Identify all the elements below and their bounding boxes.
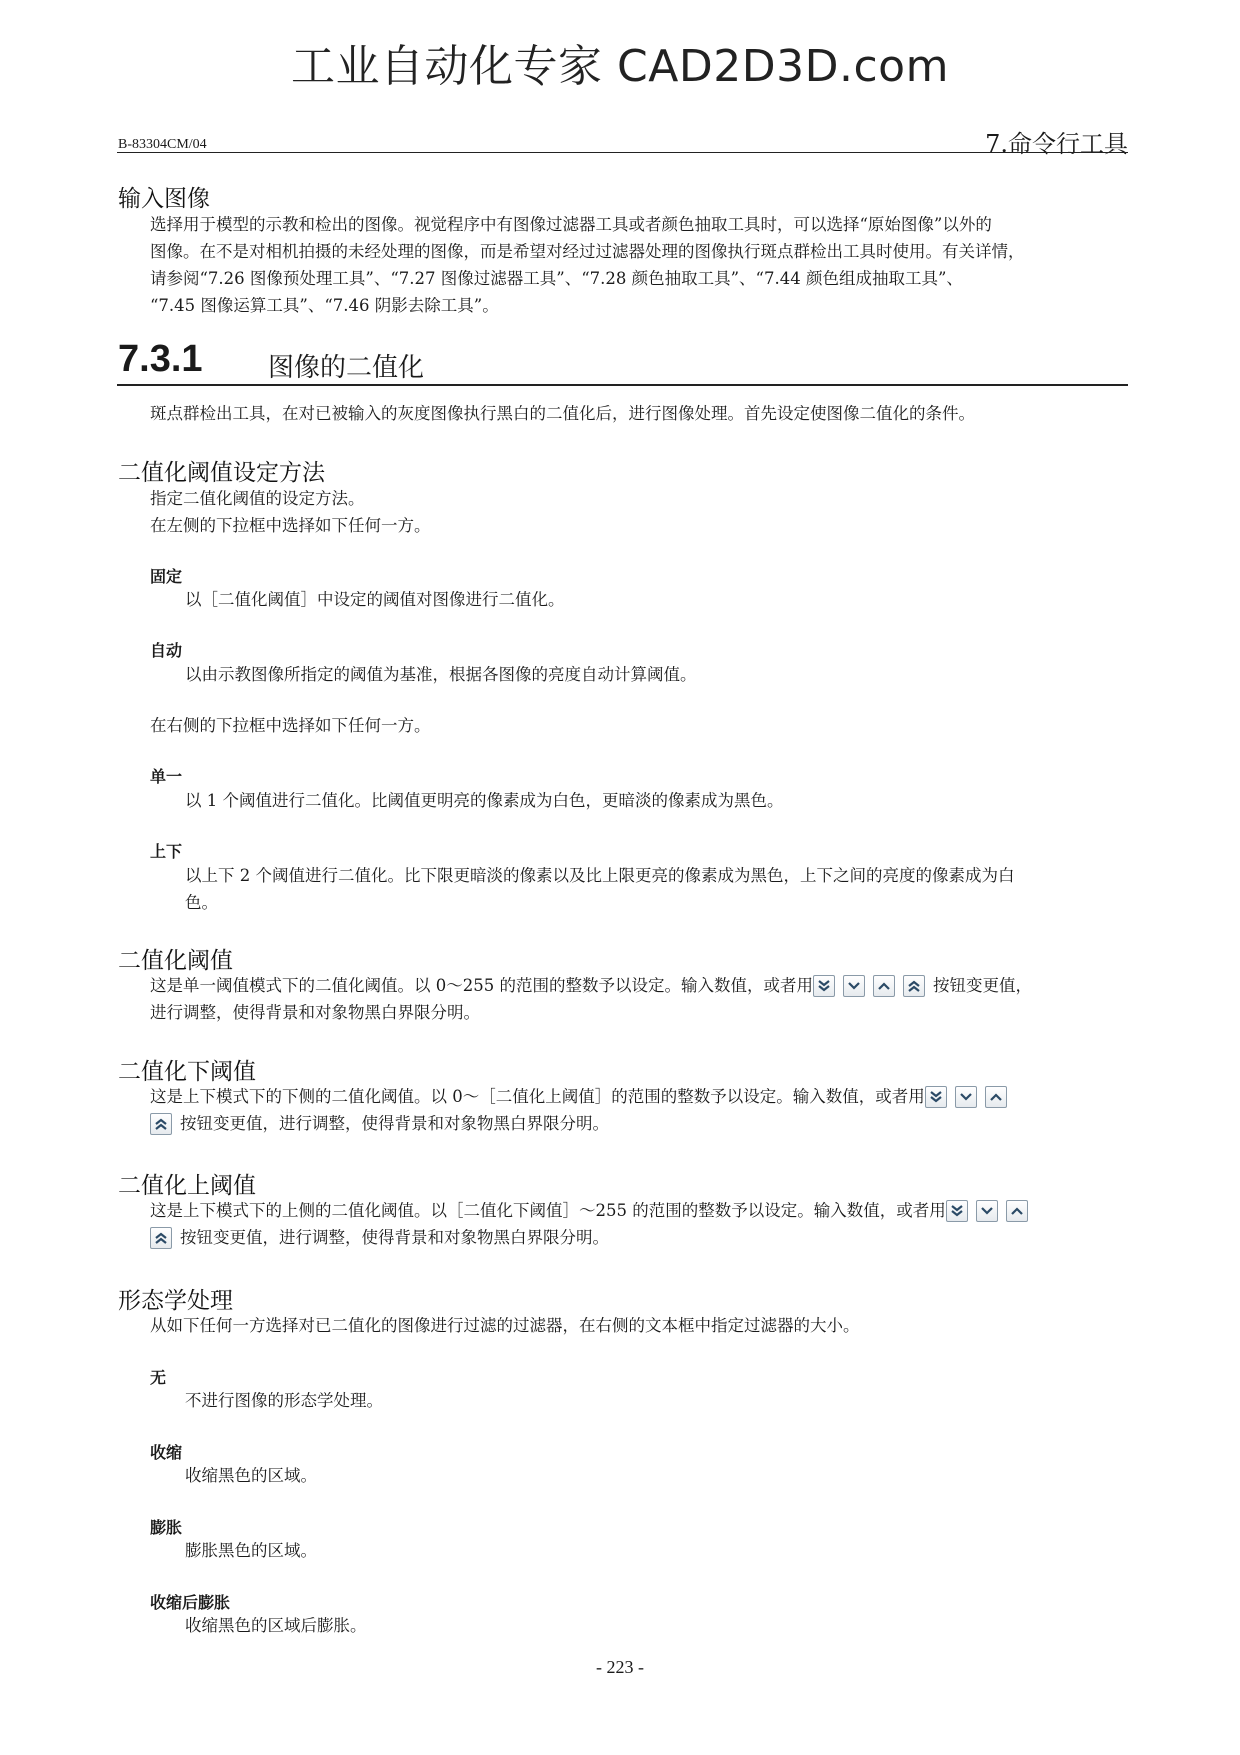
double-chevron-up-icon — [153, 1116, 169, 1132]
watermark: 工业自动化专家 CAD2D3D.com — [291, 41, 949, 92]
double-chevron-down-icon — [928, 1089, 944, 1105]
term-shrink: 收缩 — [150, 1443, 183, 1462]
text-line: 指定二值化阈值的设定方法。 — [150, 489, 365, 508]
text-line — [150, 1197, 1130, 1224]
threshold-heading: 二值化阈值 — [118, 948, 233, 974]
term-single: 单一 — [150, 767, 183, 786]
desc-auto: 以由示教图像所指定的阈值为基准，根据各图像的亮度自动计算阈值。 — [185, 665, 697, 684]
text-line — [150, 972, 1130, 999]
desc-shrink: 收缩黑色的区域。 — [185, 1466, 317, 1485]
input-image-text — [150, 211, 1130, 319]
term-auto: 自动 — [150, 641, 183, 660]
term-none: 无 — [150, 1368, 167, 1387]
chevron-down-icon — [958, 1089, 974, 1105]
method-text — [150, 485, 1130, 539]
chevron-up-icon — [988, 1089, 1004, 1105]
double-chevron-up-icon — [153, 1230, 169, 1246]
text-line — [150, 1110, 1130, 1137]
term-expand: 膨胀 — [150, 1518, 183, 1537]
input-image-heading: 输入图像 — [118, 186, 210, 212]
text-line: 以上下 2 个阈值进行二值化。比下限更暗淡的像素以及比上限更亮的像素成为黑色，上下之间的亮度的像素成为白 — [185, 866, 1015, 885]
lower-text — [150, 1083, 1130, 1137]
text-span: 按钮变更值， — [932, 976, 1032, 995]
chevron-up-icon — [876, 978, 892, 994]
text-span: 按钮变更值，进行调整，使得背景和对象物黑白界限分明。 — [180, 1228, 609, 1247]
chapter-title: 7.命令行工具 — [985, 130, 1128, 158]
text-line — [150, 1083, 1130, 1110]
upper-heading: 二值化上阈值 — [118, 1173, 256, 1199]
term-shrink-expand: 收缩后膨胀 — [150, 1593, 231, 1612]
fast-up-button[interactable] — [903, 975, 925, 997]
text-line: 进行调整，使得背景和对象物黑白界限分明。 — [150, 1003, 480, 1022]
text-span: 这是上下模式下的下侧的二值化阈值。以 0～［二值化上阈值］的范围的整数予以设定。输入数值，或者用 — [150, 1087, 925, 1106]
down-button[interactable] — [955, 1086, 977, 1108]
method-right-line: 在右侧的下拉框中选择如下任何一方。 — [150, 716, 431, 735]
text-span: 这是单一阈值模式下的二值化阈值。以 0～255 的范围的整数予以设定。输入数值，或者用 — [150, 976, 813, 995]
desc-single: 以 1 个阈值进行二值化。比阈值更明亮的像素成为白色，更暗淡的像素成为黑色。 — [185, 791, 784, 810]
down-button[interactable] — [976, 1200, 998, 1222]
fast-down-button[interactable] — [813, 975, 835, 997]
text-line — [150, 1224, 1130, 1251]
header-rule — [117, 152, 1128, 153]
chevron-up-icon — [1009, 1203, 1025, 1219]
section-title: 图像的二值化 — [268, 353, 425, 383]
text-line: “7.45 图像运算工具”、“7.46 阴影去除工具”。 — [150, 296, 499, 315]
lower-heading: 二值化下阈值 — [118, 1059, 256, 1085]
desc-shrink-expand: 收缩黑色的区域后膨胀。 — [185, 1616, 367, 1635]
section-number: 7.3.1 — [118, 338, 203, 380]
text-line: 在左侧的下拉框中选择如下任何一方。 — [150, 516, 431, 535]
doc-code: B-83304CM/04 — [118, 137, 207, 152]
term-fixed: 固定 — [150, 567, 183, 586]
fast-down-button[interactable] — [925, 1086, 947, 1108]
double-chevron-up-icon — [906, 978, 922, 994]
down-button[interactable] — [843, 975, 865, 997]
chevron-down-icon — [846, 978, 862, 994]
method-heading: 二值化阈值设定方法 — [118, 460, 325, 486]
text-line: 请参阅“7.26 图像预处理工具”、“7.27 图像过滤器工具”、“7.28 颜色抽取工具”、“7.44 颜色组成抽取工具”、 — [150, 269, 963, 288]
page-number: - 223 - — [596, 1657, 644, 1677]
text-line: 选择用于模型的示教和检出的图像。视觉程序中有图像过滤器工具或者颜色抽取工具时，可以选择“原始图像”以外的 — [150, 215, 992, 234]
term-updown: 上下 — [150, 842, 183, 861]
fast-up-button[interactable] — [150, 1227, 172, 1249]
desc-expand: 膨胀黑色的区域。 — [185, 1541, 317, 1560]
upper-text — [150, 1197, 1130, 1251]
text-span: 按钮变更值，进行调整，使得背景和对象物黑白界限分明。 — [180, 1114, 609, 1133]
desc-updown — [185, 862, 1130, 916]
section-rule — [117, 384, 1128, 386]
section-intro: 斑点群检出工具，在对已被输入的灰度图像执行黑白的二值化后，进行图像处理。首先设定使图像二值化的条件。 — [150, 404, 975, 423]
text-line: 色。 — [185, 893, 218, 912]
morph-intro: 从如下任何一方选择对已二值化的图像进行过滤的过滤器，在右侧的文本框中指定过滤器的大小。 — [150, 1316, 860, 1335]
fast-down-button[interactable] — [946, 1200, 968, 1222]
desc-fixed: 以［二值化阈值］中设定的阈值对图像进行二值化。 — [185, 590, 565, 609]
up-button[interactable] — [985, 1086, 1007, 1108]
chevron-down-icon — [979, 1203, 995, 1219]
fast-up-button[interactable] — [150, 1113, 172, 1135]
double-chevron-down-icon — [949, 1203, 965, 1219]
threshold-text — [150, 972, 1130, 1026]
text-line: 图像。在不是对相机拍摄的未经处理的图像，而是希望对经过过滤器处理的图像执行斑点群检出工具时使用。有关详情， — [150, 242, 1025, 261]
desc-none: 不进行图像的形态学处理。 — [185, 1391, 383, 1410]
text-span: 这是上下模式下的上侧的二值化阈值。以［二值化下阈值］～255 的范围的整数予以设定。输入数值，或者用 — [150, 1201, 946, 1220]
morph-heading: 形态学处理 — [118, 1288, 233, 1314]
double-chevron-down-icon — [816, 978, 832, 994]
up-button[interactable] — [1006, 1200, 1028, 1222]
up-button[interactable] — [873, 975, 895, 997]
